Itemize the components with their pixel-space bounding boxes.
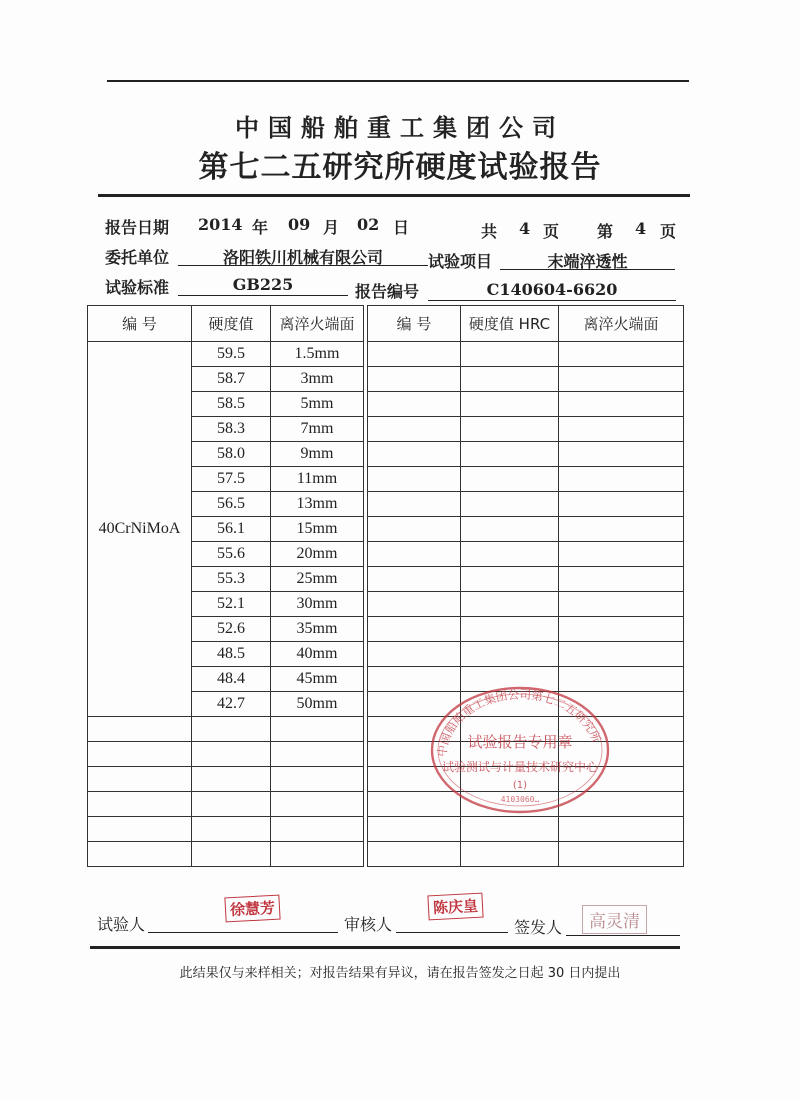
empty-row — [368, 817, 684, 842]
total-pages: 4 — [519, 219, 531, 238]
right-header-row — [368, 306, 684, 342]
distance-cell: 3mm — [271, 367, 364, 392]
title-rule — [98, 194, 690, 197]
client-value: 洛阳铁川机械有限公司 — [178, 245, 428, 266]
official-seal — [428, 685, 613, 815]
distance-cell: 5mm — [271, 392, 364, 417]
hardness-cell: 56.5 — [192, 492, 271, 517]
hardness-cell: 55.3 — [192, 567, 271, 592]
left-header-distance: 离淬火端面 — [271, 306, 364, 342]
distance-cell: 20mm — [271, 542, 364, 567]
empty-row — [88, 742, 364, 767]
date-day-unit: 日 — [393, 218, 410, 237]
empty-row — [368, 542, 684, 567]
standard-label: 试验标准 — [105, 278, 170, 297]
report-no-label: 报告编号 — [355, 282, 420, 301]
company-name: 中国船舶重工集团公司 — [235, 113, 565, 142]
page-unit: 页 — [660, 222, 677, 241]
bottom-rule — [90, 946, 680, 949]
client-label: 委托单位 — [105, 248, 170, 267]
reviewer-label: 审核人 — [344, 915, 393, 934]
hardness-cell: 58.5 — [192, 392, 271, 417]
empty-row — [88, 717, 364, 742]
empty-row — [368, 642, 684, 667]
page-number: 4 — [635, 219, 647, 238]
hardness-cell: 52.1 — [192, 592, 271, 617]
distance-cell: 25mm — [271, 567, 364, 592]
empty-row — [368, 517, 684, 542]
distance-cell: 13mm — [271, 492, 364, 517]
total-prefix: 共 — [481, 222, 498, 241]
empty-row — [88, 817, 364, 842]
tester-signature-stamp: 徐慧芳 — [224, 895, 280, 923]
distance-cell: 1.5mm — [271, 342, 364, 367]
distance-cell: 45mm — [271, 667, 364, 692]
empty-row — [368, 567, 684, 592]
empty-row — [368, 842, 684, 867]
hardness-cell: 57.5 — [192, 467, 271, 492]
empty-row — [88, 842, 364, 867]
hardness-cell: 58.7 — [192, 367, 271, 392]
left-header-number: 编 号 — [88, 306, 192, 342]
left-table-body — [88, 342, 364, 867]
page-prefix: 第 — [597, 222, 614, 241]
empty-row — [368, 342, 684, 367]
table-row — [88, 342, 364, 367]
distance-cell: 30mm — [271, 592, 364, 617]
empty-row — [368, 592, 684, 617]
hardness-cell: 48.4 — [192, 667, 271, 692]
reviewer-signature-stamp: 陈庆皇 — [427, 893, 483, 921]
distance-cell: 50mm — [271, 692, 364, 717]
specimen-id: 40CrNiMoA — [88, 342, 192, 717]
seal-code-text: 4103060… — [500, 795, 540, 804]
distance-cell: 11mm — [271, 467, 364, 492]
date-label: 报告日期 — [105, 218, 170, 237]
left-results-table — [87, 305, 364, 867]
top-rule — [107, 80, 689, 82]
distance-cell: 7mm — [271, 417, 364, 442]
empty-row — [368, 417, 684, 442]
tester-label: 试验人 — [97, 915, 146, 934]
right-header-distance: 离淬火端面 — [559, 306, 684, 342]
standard-value: GB225 — [178, 275, 348, 296]
item-value: 末端淬透性 — [500, 249, 675, 270]
right-header-number: 编 号 — [368, 306, 461, 342]
hardness-cell: 58.0 — [192, 442, 271, 467]
hardness-cell: 48.5 — [192, 642, 271, 667]
seal-number-text: (1) — [512, 780, 528, 791]
total-page-unit: 页 — [543, 222, 560, 241]
footer-note: 此结果仅与来样相关；对报告结果有异议，请在报告签发之日起 30 日内提出 — [179, 966, 621, 981]
date-year-unit: 年 — [252, 218, 269, 237]
issuer-signature-stamp: 高灵清 — [582, 905, 647, 934]
seal-sub-text: 试验测试与计量技术研究中心 — [441, 760, 599, 774]
distance-cell: 15mm — [271, 517, 364, 542]
date-year: 2014 — [198, 215, 243, 234]
distance-cell: 35mm — [271, 617, 364, 642]
hardness-cell: 56.1 — [192, 517, 271, 542]
distance-cell: 9mm — [271, 442, 364, 467]
report-no-value: C140604-6620 — [428, 280, 676, 301]
seal-center-text: 试验报告专用章 — [467, 733, 573, 751]
hardness-cell: 52.6 — [192, 617, 271, 642]
issuer-label: 签发人 — [514, 918, 563, 937]
item-label: 试验项目 — [428, 252, 493, 271]
hardness-cell: 58.3 — [192, 417, 271, 442]
seal-outer-text: 中国船舶重工集团公司第七二五研究所 — [434, 687, 604, 758]
report-title: 第七二五研究所硬度试验报告 — [198, 150, 602, 185]
empty-row — [368, 492, 684, 517]
empty-row — [368, 467, 684, 492]
hardness-cell: 42.7 — [192, 692, 271, 717]
empty-row — [368, 392, 684, 417]
empty-row — [88, 767, 364, 792]
date-day: 02 — [357, 215, 380, 234]
right-header-hardness: 硬度值 HRC — [461, 306, 559, 342]
hardness-cell: 55.6 — [192, 542, 271, 567]
left-header-hardness: 硬度值 — [192, 306, 271, 342]
empty-row — [88, 792, 364, 817]
date-month: 09 — [288, 215, 311, 234]
date-month-unit: 月 — [323, 218, 340, 237]
empty-row — [368, 617, 684, 642]
left-header-row — [88, 306, 364, 342]
empty-row — [368, 442, 684, 467]
distance-cell: 40mm — [271, 642, 364, 667]
hardness-cell: 59.5 — [192, 342, 271, 367]
empty-row — [368, 367, 684, 392]
